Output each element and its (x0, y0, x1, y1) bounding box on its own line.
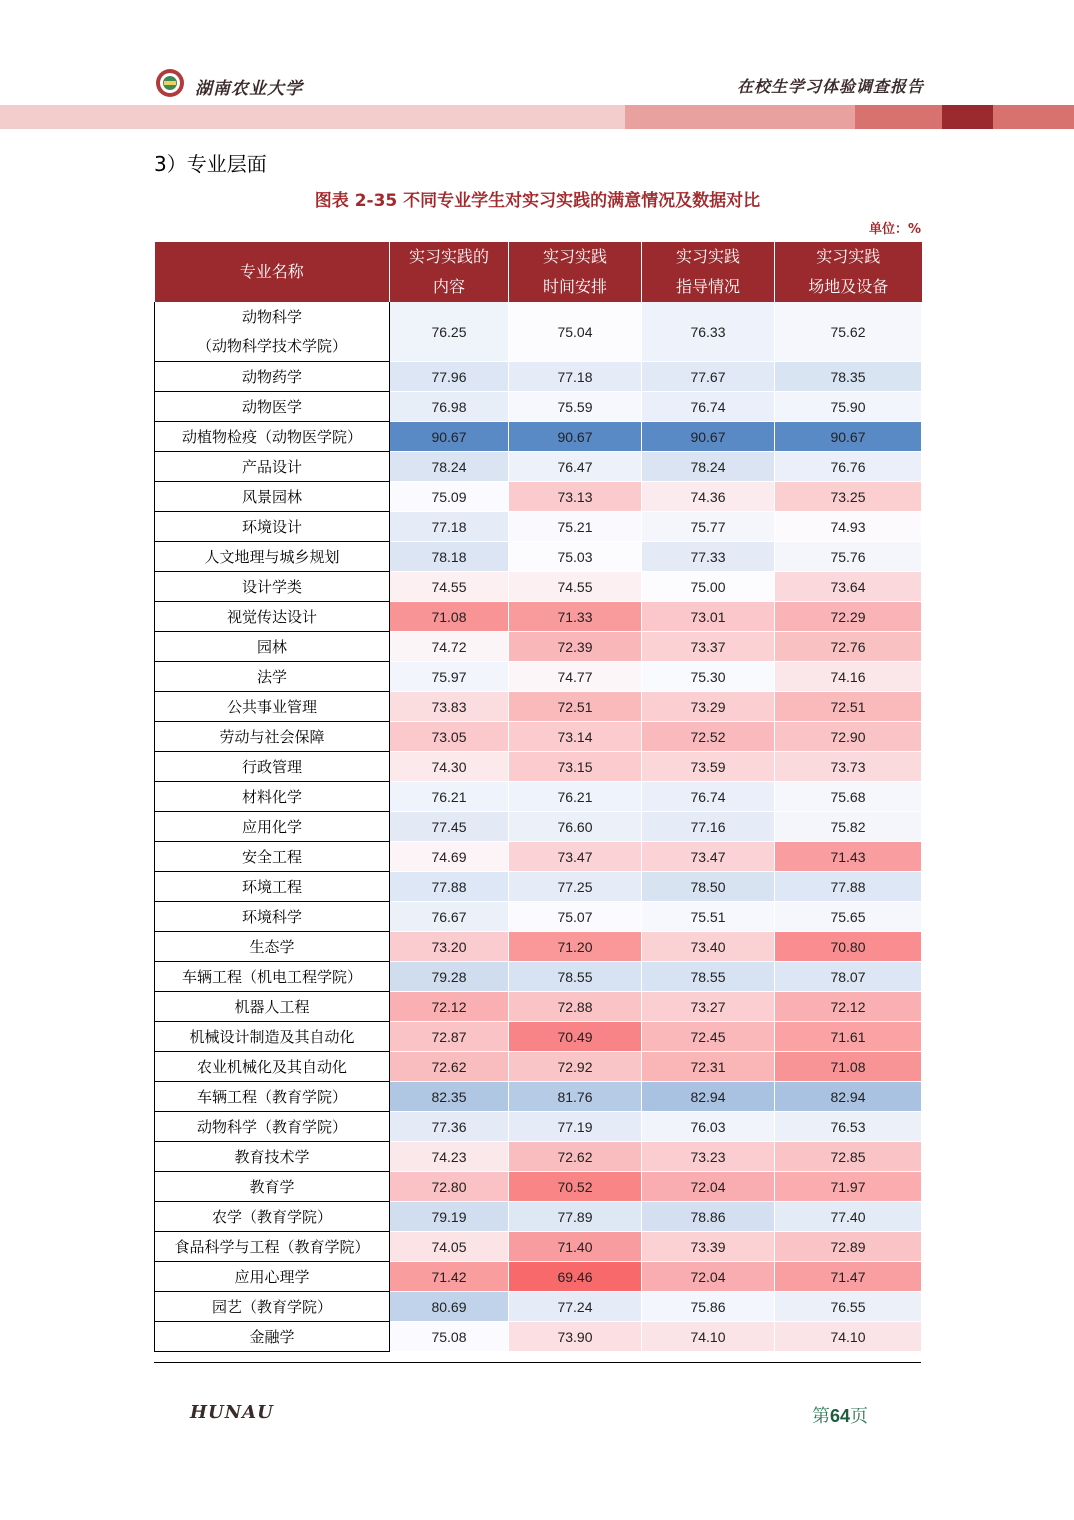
score-cell: 73.13 (509, 482, 642, 512)
score-cell: 77.67 (642, 362, 775, 392)
score-cell: 72.62 (509, 1142, 642, 1172)
major-name: 园艺（教育学院） (155, 1292, 390, 1322)
score-cell: 75.51 (642, 902, 775, 932)
score-cell: 71.43 (775, 842, 922, 872)
table-row (155, 1112, 922, 1142)
score-cell: 73.73 (775, 752, 922, 782)
major-name: 环境设计 (155, 512, 390, 542)
score-cell: 90.67 (775, 422, 922, 452)
major-name: 动物科学（教育学院） (155, 1112, 390, 1142)
table-row (155, 872, 922, 902)
score-cell: 78.24 (390, 452, 509, 482)
major-name: 设计学类 (155, 572, 390, 602)
score-cell: 71.20 (509, 932, 642, 962)
score-cell: 72.29 (775, 602, 922, 632)
table-bottom-border (154, 1362, 921, 1363)
score-cell: 71.97 (775, 1172, 922, 1202)
major-name: 动植物检疫（动物医学院） (155, 422, 390, 452)
score-cell: 76.03 (642, 1112, 775, 1142)
table-row (155, 1142, 922, 1172)
score-cell: 82.35 (390, 1082, 509, 1112)
score-cell: 78.24 (642, 452, 775, 482)
major-name: 机器人工程 (155, 992, 390, 1022)
score-cell: 74.10 (642, 1322, 775, 1352)
table-row (155, 1172, 922, 1202)
score-cell: 72.80 (390, 1172, 509, 1202)
score-cell: 76.21 (390, 782, 509, 812)
score-cell: 74.93 (775, 512, 922, 542)
score-cell: 76.21 (509, 782, 642, 812)
score-cell: 77.18 (390, 512, 509, 542)
score-cell: 73.25 (775, 482, 922, 512)
table-row (155, 1082, 922, 1112)
score-cell: 73.83 (390, 692, 509, 722)
table-row (155, 812, 922, 842)
major-name: 行政管理 (155, 752, 390, 782)
table-row (155, 1052, 922, 1082)
score-cell: 90.67 (390, 422, 509, 452)
major-name: 产品设计 (155, 452, 390, 482)
score-cell: 77.89 (509, 1202, 642, 1232)
section-title: 3）专业层面 (154, 152, 267, 176)
table-row (155, 842, 922, 872)
score-cell: 78.55 (509, 962, 642, 992)
score-cell: 77.96 (390, 362, 509, 392)
score-cell: 78.55 (642, 962, 775, 992)
score-cell: 77.88 (775, 872, 922, 902)
score-cell: 77.19 (509, 1112, 642, 1142)
figure-caption: 图表 2-35 不同专业学生对实习实践的满意情况及数据对比 (314, 191, 761, 211)
score-cell: 72.89 (775, 1232, 922, 1262)
score-cell: 72.04 (642, 1262, 775, 1292)
score-cell: 73.20 (390, 932, 509, 962)
table-row (155, 752, 922, 782)
score-cell: 75.68 (775, 782, 922, 812)
score-cell: 76.53 (775, 1112, 922, 1142)
score-cell: 76.76 (775, 452, 922, 482)
score-cell: 75.00 (642, 572, 775, 602)
score-cell: 72.92 (509, 1052, 642, 1082)
score-cell: 74.23 (390, 1142, 509, 1172)
score-cell: 76.55 (775, 1292, 922, 1322)
score-cell: 77.16 (642, 812, 775, 842)
major-name: 材料化学 (155, 782, 390, 812)
score-cell: 76.47 (509, 452, 642, 482)
score-cell: 72.51 (775, 692, 922, 722)
score-cell: 76.98 (390, 392, 509, 422)
score-cell: 74.30 (390, 752, 509, 782)
major-name: 食品科学与工程（教育学院） (155, 1232, 390, 1262)
major-name: 车辆工程（机电工程学院） (155, 962, 390, 992)
score-cell: 75.04 (509, 302, 642, 362)
score-cell: 73.15 (509, 752, 642, 782)
score-cell: 73.59 (642, 752, 775, 782)
table-row (155, 482, 922, 512)
score-cell: 76.67 (390, 902, 509, 932)
score-cell: 73.64 (775, 572, 922, 602)
university-name: 湖南农业大学 (195, 79, 303, 99)
column-header: 实习实践 时间安排 (509, 242, 642, 302)
major-name: 风景园林 (155, 482, 390, 512)
table-row (155, 1232, 922, 1262)
score-cell: 90.67 (509, 422, 642, 452)
score-cell: 73.23 (642, 1142, 775, 1172)
table-row (155, 632, 922, 662)
major-name: 金融学 (155, 1322, 390, 1352)
score-cell: 72.87 (390, 1022, 509, 1052)
score-cell: 82.94 (775, 1082, 922, 1112)
major-name: 法学 (155, 662, 390, 692)
score-cell: 76.60 (509, 812, 642, 842)
score-cell: 75.09 (390, 482, 509, 512)
header-stripe (993, 105, 1074, 129)
score-cell: 75.90 (775, 392, 922, 422)
score-cell: 75.21 (509, 512, 642, 542)
major-name: 应用化学 (155, 812, 390, 842)
score-cell: 79.19 (390, 1202, 509, 1232)
score-cell: 73.29 (642, 692, 775, 722)
major-name: 安全工程 (155, 842, 390, 872)
score-cell: 78.18 (390, 542, 509, 572)
table-row (155, 542, 922, 572)
column-header: 实习实践的 内容 (390, 242, 509, 302)
score-cell: 75.76 (775, 542, 922, 572)
score-cell: 72.52 (642, 722, 775, 752)
major-name: 园林 (155, 632, 390, 662)
major-name: 生态学 (155, 932, 390, 962)
table-row (155, 1262, 922, 1292)
table-row (155, 1292, 922, 1322)
score-cell: 71.47 (775, 1262, 922, 1292)
score-cell: 74.55 (509, 572, 642, 602)
score-cell: 79.28 (390, 962, 509, 992)
score-cell: 75.59 (509, 392, 642, 422)
table-row (155, 302, 922, 362)
score-cell: 76.25 (390, 302, 509, 362)
major-name: 公共事业管理 (155, 692, 390, 722)
major-name: 人文地理与城乡规划 (155, 542, 390, 572)
major-name: 教育技术学 (155, 1142, 390, 1172)
score-cell: 74.72 (390, 632, 509, 662)
score-cell: 77.33 (642, 542, 775, 572)
report-title: 在校生学习体验调查报告 (736, 77, 924, 96)
score-cell: 74.05 (390, 1232, 509, 1262)
score-cell: 73.47 (509, 842, 642, 872)
score-cell: 74.55 (390, 572, 509, 602)
major-name: 教育学 (155, 1172, 390, 1202)
score-cell: 71.08 (775, 1052, 922, 1082)
column-header: 实习实践 场地及设备 (775, 242, 922, 302)
score-cell: 75.62 (775, 302, 922, 362)
score-cell: 76.74 (642, 782, 775, 812)
score-cell: 73.37 (642, 632, 775, 662)
score-cell: 73.27 (642, 992, 775, 1022)
score-cell: 77.25 (509, 872, 642, 902)
score-cell: 75.30 (642, 662, 775, 692)
score-cell: 77.88 (390, 872, 509, 902)
column-header: 实习实践 指导情况 (642, 242, 775, 302)
score-cell: 74.10 (775, 1322, 922, 1352)
score-cell: 72.76 (775, 632, 922, 662)
score-cell: 69.46 (509, 1262, 642, 1292)
footer-brand: HUNAU (190, 1402, 274, 1423)
table-row (155, 662, 922, 692)
score-cell: 75.65 (775, 902, 922, 932)
major-name: 动物医学 (155, 392, 390, 422)
table-row (155, 992, 922, 1022)
page-number: 第64页 (812, 1406, 869, 1427)
score-cell: 78.35 (775, 362, 922, 392)
score-cell: 72.31 (642, 1052, 775, 1082)
table-header-row (155, 242, 922, 302)
university-logo-icon (155, 68, 185, 98)
score-cell: 71.08 (390, 602, 509, 632)
table-row (155, 1202, 922, 1232)
major-name: 农学（教育学院） (155, 1202, 390, 1232)
score-cell: 72.62 (390, 1052, 509, 1082)
header-stripe (855, 105, 942, 129)
score-cell: 74.36 (642, 482, 775, 512)
score-cell: 75.82 (775, 812, 922, 842)
score-cell: 74.69 (390, 842, 509, 872)
score-cell: 80.69 (390, 1292, 509, 1322)
score-cell: 76.74 (642, 392, 775, 422)
score-cell: 70.49 (509, 1022, 642, 1052)
table-row (155, 932, 922, 962)
table-row (155, 962, 922, 992)
score-cell: 77.40 (775, 1202, 922, 1232)
table-row (155, 782, 922, 812)
score-cell: 72.12 (390, 992, 509, 1022)
score-cell: 75.77 (642, 512, 775, 542)
score-cell: 72.45 (642, 1022, 775, 1052)
table-row (155, 602, 922, 632)
score-cell: 74.77 (509, 662, 642, 692)
score-cell: 75.08 (390, 1322, 509, 1352)
score-cell: 73.01 (642, 602, 775, 632)
score-cell: 78.07 (775, 962, 922, 992)
table-row (155, 362, 922, 392)
major-name: 劳动与社会保障 (155, 722, 390, 752)
unit-label: 单位：% (868, 222, 921, 237)
header-stripe (0, 105, 625, 129)
major-name: 动物药学 (155, 362, 390, 392)
major-name: 动物科学 （动物科学技术学院） (155, 302, 390, 362)
score-cell: 90.67 (642, 422, 775, 452)
major-name: 应用心理学 (155, 1262, 390, 1292)
score-cell: 73.90 (509, 1322, 642, 1352)
score-cell: 75.07 (509, 902, 642, 932)
major-name: 视觉传达设计 (155, 602, 390, 632)
score-cell: 77.18 (509, 362, 642, 392)
score-cell: 75.97 (390, 662, 509, 692)
major-name: 环境工程 (155, 872, 390, 902)
score-cell: 78.50 (642, 872, 775, 902)
score-cell: 73.05 (390, 722, 509, 752)
score-cell: 72.12 (775, 992, 922, 1022)
score-cell: 75.03 (509, 542, 642, 572)
score-cell: 75.86 (642, 1292, 775, 1322)
score-cell: 70.52 (509, 1172, 642, 1202)
score-cell: 73.47 (642, 842, 775, 872)
score-cell: 71.61 (775, 1022, 922, 1052)
score-cell: 76.33 (642, 302, 775, 362)
column-header: 专业名称 (155, 242, 390, 302)
score-cell: 77.45 (390, 812, 509, 842)
score-cell: 71.40 (509, 1232, 642, 1262)
table-row (155, 902, 922, 932)
table-row (155, 512, 922, 542)
score-cell: 72.04 (642, 1172, 775, 1202)
score-cell: 82.94 (642, 1082, 775, 1112)
score-cell: 81.76 (509, 1082, 642, 1112)
table-row (155, 1322, 922, 1352)
score-cell: 70.80 (775, 932, 922, 962)
page-header (0, 60, 1074, 106)
table-row (155, 722, 922, 752)
table-row (155, 692, 922, 722)
header-stripe (625, 105, 855, 129)
major-name: 农业机械化及其自动化 (155, 1052, 390, 1082)
table-row (155, 1022, 922, 1052)
score-cell: 77.36 (390, 1112, 509, 1142)
score-cell: 71.42 (390, 1262, 509, 1292)
score-cell: 71.33 (509, 602, 642, 632)
score-cell: 72.51 (509, 692, 642, 722)
score-cell: 72.90 (775, 722, 922, 752)
score-cell: 73.39 (642, 1232, 775, 1262)
major-name: 机械设计制造及其自动化 (155, 1022, 390, 1052)
satisfaction-table (154, 242, 922, 1352)
table-row (155, 392, 922, 422)
score-cell: 74.16 (775, 662, 922, 692)
table-row (155, 422, 922, 452)
score-cell: 72.88 (509, 992, 642, 1022)
major-name: 环境科学 (155, 902, 390, 932)
score-cell: 78.86 (642, 1202, 775, 1232)
score-cell: 72.39 (509, 632, 642, 662)
score-cell: 72.85 (775, 1142, 922, 1172)
header-stripe (942, 105, 993, 129)
score-cell: 73.14 (509, 722, 642, 752)
table-row (155, 452, 922, 482)
score-cell: 77.24 (509, 1292, 642, 1322)
table-row (155, 572, 922, 602)
score-cell: 73.40 (642, 932, 775, 962)
major-name: 车辆工程（教育学院） (155, 1082, 390, 1112)
